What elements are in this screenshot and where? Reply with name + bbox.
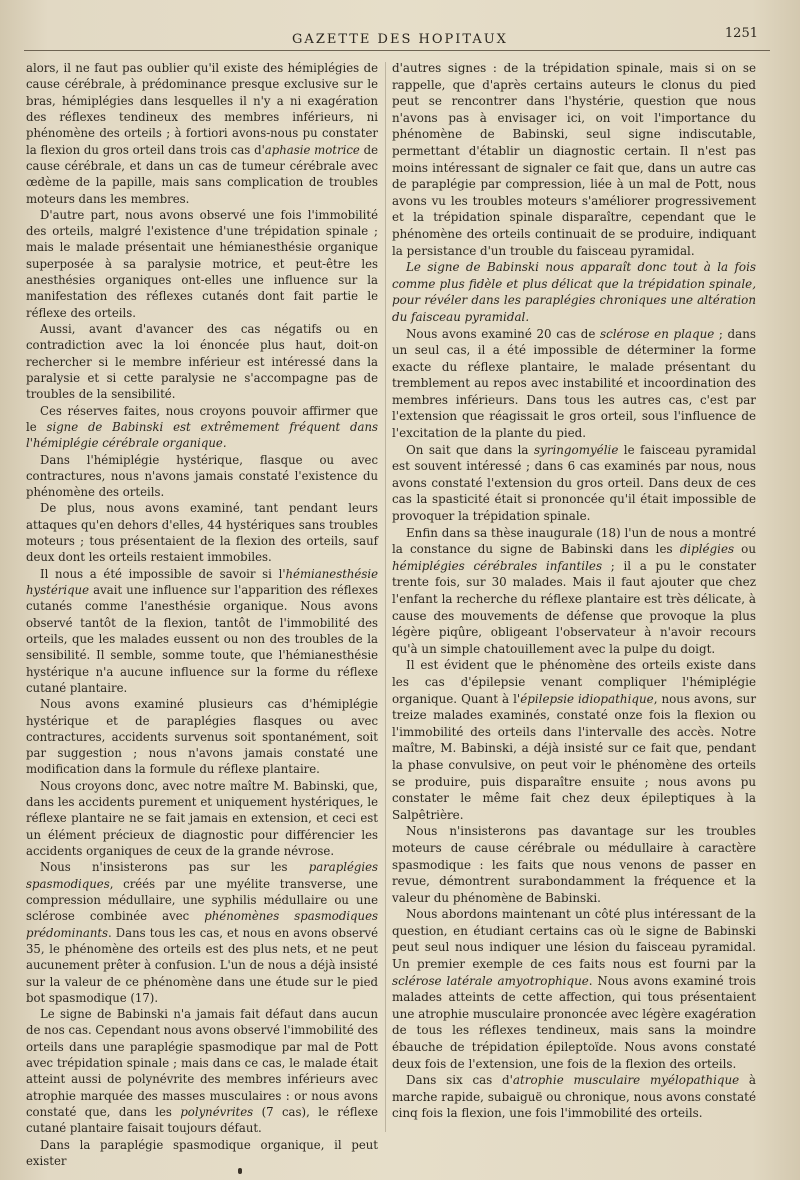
paragraph: Enfin dans sa thèse inaugurale (18) l'un de nous a montré la constance du signe de Babinski dans les diplégies ou hémiplégies cérébrales infantiles ; il a pu le constater trente fois, sur 30 malades. Mais il faut ajouter que chez l'enfant la recherche du réflexe plantaire est très délicate, à cause des mouvements de défense que provoque la plus légère piqûre, obligeant l'observateur à n'avoir recours qu'à un simple chatouillement avec la pulpe du doigt. bbox=[392, 525, 757, 656]
paragraph: De plus, nous avons examiné, tant pendant leurs attaques qu'en dehors d'elles, 44 hystériques sans troubles moteurs ; tous présentaient de la flexion des orteils, sauf deux dont les orteils restaient immobiles. bbox=[26, 501, 378, 565]
paragraph: On sait que dans la syringomyélie le faisceau pyramidal est souvent intéressé ; dans 6 cas examinés par nous, nous avons constaté l'extension du gros orteil. Dans deux de ces cas la spasticité était si prononcée qu'il était impossible de provoquer la trépidation spinale. bbox=[392, 442, 756, 524]
right-column bbox=[392, 60, 756, 1122]
paragraph: D'autre part, nous avons observé une fois l'immobilité des orteils, malgré l'existence d'une trépidation spinale ; mais le malade présentait une hémianesthésie organique superposée à sa paralysie motrice, et peut-être les anesthésies organiques ont-elles une influence sur la manifestation des réflexes cutanés dont fait partie le réflexe des orteils. bbox=[26, 207, 378, 320]
paragraph: Ces réserves faites, nous croyons pouvoir affirmer que le signe de Babinski est extrêmement fréquent dans l'hémiplégie cérébrale organique. bbox=[26, 403, 378, 451]
paragraph: Le signe de Babinski nous apparaît donc tout à la fois comme plus fidèle et plus délicat que la trépidation spinale, pour révéler dans les paraplégies chroniques une altération du faisceau pyramidal. bbox=[392, 260, 756, 324]
page-header bbox=[0, 26, 800, 50]
paragraph: alors, il ne faut pas oublier qu'il existe des hémiplégies de cause cérébrale, à prédominance presque exclusive sur le bras, hémiplégies dans lesquelles il n'y a ni exagération des réflexes tendineux des membres inférieurs, ni phénomène des orteils ; à fortiori avons-nous pu constater la flexion du gros orteil dans trois cas d'aphasie motrice de cause cérébrale, et dans un cas de tumeur cérébrale avec œdème de la papille, mais sans complication de troubles moteurs dans les membres. bbox=[26, 61, 378, 206]
paragraph: d'autres signes : de la trépidation spinale, mais si on se rappelle, que d'après certains auteurs le clonus du pied peut se rencontrer dans l'hystérie, question que nous n'avons pas à envisager ici, on voit l'importance du phénomène de Babinski, seul signe indiscutable, permettant d'établir un diagnostic certain. Il n'est pas moins intéressant de signaler ce fait que, dans un autre cas de paraplégie par compression, liée à un mal de Pott, nous avons vu les troubles moteurs s'améliorer progressivement et la trépidation spinale disparaître, cependant que le phénomène des orteils continuait de se produire, indiquant la persistance d'un trouble du faisceau pyramidal. bbox=[392, 61, 756, 258]
paragraph: Nous n'insisterons pas davantage sur les troubles moteurs de cause cérébrale ou médullaire à caractère spasmodique : les faits que nous venons de passer en revue, démontrent surabondamment la fréquence et la valeur du phénomène de Babinski. bbox=[392, 824, 756, 905]
paragraph: Dans l'hémiplégie hystérique, flasque ou avec contractures, nous n'avons jamais constaté l'existence du phénomène des orteils. bbox=[26, 452, 378, 500]
page-number: 1251 bbox=[724, 26, 758, 41]
paragraph: Nous croyons donc, avec notre maître M. Babinski, que, dans les accidents purement et uniquement hystériques, le réflexe plantaire ne se fait jamais en extension, et ceci est un élément précieux de diagnostic pour différencier les accidents organiques de ceux de la grande névrose. bbox=[26, 778, 378, 858]
paragraph: Il nous a été impossible de savoir si l'hémianesthésie hystérique avait une influence sur l'apparition des réflexes cutanés comme l'anesthésie organique. Nous avons observé tantôt de la flexion, tantôt de l'immobilité des orteils, que les malades eussent ou non des troubles de la sensibilité. Il semble, somme toute, que l'hémianesthésie hystérique n'a aucune influence sur la forme du réflexe cutané plantaire. bbox=[26, 566, 378, 695]
paragraph: Nous n'insisterons pas sur les paraplégies spasmodiques, créés par une myélite transverse, une compression médullaire, une syphilis médullaire ou une sclérose combinée avec phénomènes spasmodiques prédominants. Dans tous les cas, et nous en avons observé 35, le phénomène des orteils est des plus nets, et ne peut aucunement prêter à confusion. L'un de nous a déjà insisté sur la valeur de ce phénomène dans une étude sur le pied bot spasmodique (17). bbox=[26, 860, 378, 1005]
paragraph: Nous avons examiné plusieurs cas d'hémiplégie hystérique et de paraplégies flasques ou avec contractures, accidents survenus soit spontanément, soit par suggestion ; nous n'avons jamais constaté une modification dans la formule du réflexe plantaire. bbox=[26, 697, 378, 777]
paragraph: Nous avons examiné 20 cas de sclérose en plaque ; dans un seul cas, il a été impossible de déterminer la forme exacte du réflexe plantaire, le malade présentant du tremblement au repos avec instabilité et incoordination des membres inférieurs. Dans tous les autres cas, c'est par l'extension que réagissait le gros orteil, sous l'influence de l'excitation de la plante du pied. bbox=[392, 326, 756, 441]
left-column bbox=[26, 60, 378, 1169]
header-rule bbox=[24, 50, 770, 51]
paragraph: Aussi, avant d'avancer des cas négatifs ou en contradiction avec la loi énoncée plus haut, doit-on rechercher si le membre inférieur est intéressé dans la paralysie et si cette paralysie ne s'accompagne pas de troubles de la sensibilité. bbox=[26, 322, 378, 402]
paragraph: Le signe de Babinski n'a jamais fait défaut dans aucun de nos cas. Cependant nous avons observé l'immobilité des orteils dans une paraplégie spasmodique par mal de Pott avec trépidation spinale ; mais dans ce cas, le malade était atteint aussi de polynévrite des membres inférieurs avec atrophie marquée des masses musculaires : or nous avons constaté que, dans les polynévrites (7 cas), le réflexe cutané plantaire faisait toujours défaut. bbox=[26, 1007, 378, 1136]
paragraph: Dans six cas d'atrophie musculaire myélopathique à marche rapide, subaiguë ou chronique, nous avons constaté cinq fois la flexion, une fois l'immobilité des orteils. bbox=[392, 1073, 756, 1121]
paragraph: Nous abordons maintenant un côté plus intéressant de la question, en étudiant certains cas où le signe de Babinski peut seul nous indiquer une lésion du faisceau pyramidal. Un premier exemple de ces faits nous est fourni par la sclérose latérale amyotrophique. Nous avons examiné trois malades atteints de cette affection, qui tous présentaient une atrophie musculaire prononcée avec légère exagération de tous les réflexes tendineux, mais sans la moindre ébauche de trépidation épileptoïde. Nous avons constaté deux fois de l'extension, une fois de la flexion des orteils. bbox=[392, 907, 756, 1071]
column-divider bbox=[385, 62, 386, 1132]
ink-speck bbox=[238, 1168, 242, 1174]
paragraph: Il est évident que le phénomène des orteils existe dans les cas d'épilepsie venant compliquer l'hémiplégie organique. Quant à l'épilepsie idiopathique, nous avons, sur treize malades examinés, constaté onze fois la flexion ou l'immobilité des orteils dans l'intervalle des accès. Notre maître, M. Babinski, a déjà insisté sur ce fait que, pendant la phase convulsive, on peut voir le phénomène des orteils se produire, puis disparaître ensuite ; nous avons pu constater le même fait chez deux épileptiques à la Salpêtrière. bbox=[392, 658, 757, 822]
running-title: GAZETTE DES HOPITAUX bbox=[292, 32, 508, 47]
paragraph: Dans la paraplégie spasmodique organique, il peut exister bbox=[26, 1137, 378, 1168]
